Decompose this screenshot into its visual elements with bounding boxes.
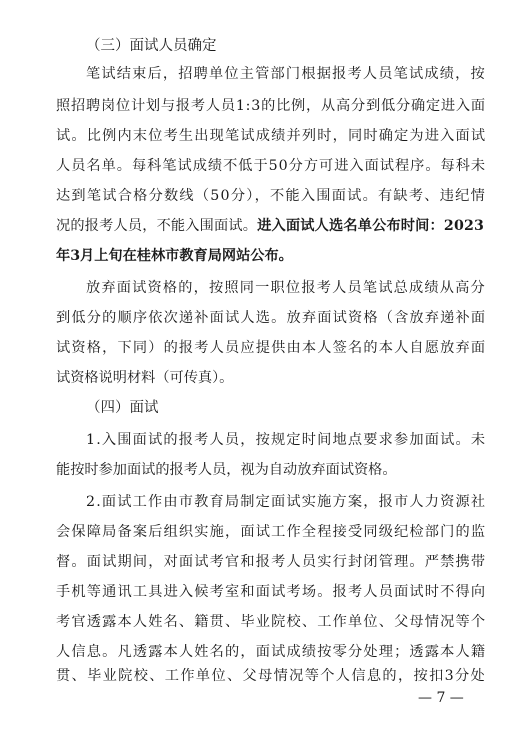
section3-p1-line2: 照招聘岗位计划与报考人员1:3的比例，从高分到低分确定进入面	[56, 98, 486, 114]
section3-p1-line3: 试。比例内末位考生出现笔试成绩并列时，同时确定为进入面试	[56, 128, 487, 144]
section3-p1-line5: 达到笔试合格分数线（50分），不能入围面试。有缺考、违纪情	[56, 188, 487, 204]
section3-p1-line4: 人员名单。每科笔试成绩不低于50分方可进入面试程序。每科未	[56, 158, 487, 174]
section4-item1-line1: 1.入围面试的报考人员，按规定时间地点要求参加面试。未	[86, 432, 487, 448]
section3-p1-bold-tail: 年3月上旬在桂林市教育局网站公布。	[56, 248, 293, 264]
section3-p1-line6-normal: 况的报考人员，不能入围面试。	[56, 218, 258, 234]
section3-p2-line2: 到低分的顺序依次递补面试人选。放弃面试资格（含放弃递补面	[56, 310, 487, 326]
section4-item2-line2: 会保障局备案后组织实施，面试工作全程接受同级纪检部门的监	[56, 524, 487, 540]
section3-p2-line1: 放弃面试资格的，按照同一职位报考人员笔试总成绩从高分	[86, 280, 486, 296]
section4-item2-line1: 2.面试工作由市教育局制定面试实施方案，报市人力资源社	[86, 494, 487, 510]
section3-p1-line6-bold: 进入面试人选名单公布时间：2023	[257, 218, 485, 234]
section4-item2-line5: 考官透露本人姓名、籍贯、毕业院校、工作单位、父母情况等个	[56, 614, 487, 630]
section4-item2-line7: 贯、毕业院校、工作单位、父母情况等个人信息的，按扣3分处	[56, 668, 487, 684]
section3-p1-line6	[56, 214, 484, 238]
section4-heading: （四）面试	[86, 400, 159, 416]
section4-item1-line2: 能按时参加面试的报考人员，视为自动放弃面试资格。	[56, 462, 397, 478]
section3-p2-line3: 试资格，下同）的报考人员应提供由本人签名的本人自愿放弃面	[56, 340, 487, 356]
page-number: — 7 —	[418, 690, 464, 706]
section4-item2-line4: 手机等通讯工具进入候考室和面试考场。报考人员面试时不得向	[56, 584, 487, 600]
section3-heading: （三）面试人员确定	[86, 38, 217, 54]
section3-p2-line4: 试资格说明材料（可传真）。	[56, 370, 234, 386]
section3-p1-line1: 笔试结束后，招聘单位主管部门根据报考人员笔试成绩，按	[86, 66, 486, 82]
section4-item2-line6: 人信息。凡透露本人姓名的，面试成绩按零分处理；透露本人籍	[56, 644, 487, 660]
section4-item2-line3: 督。面试期间，对面试考官和报考人员实行封闭管理。严禁携带	[56, 554, 487, 570]
